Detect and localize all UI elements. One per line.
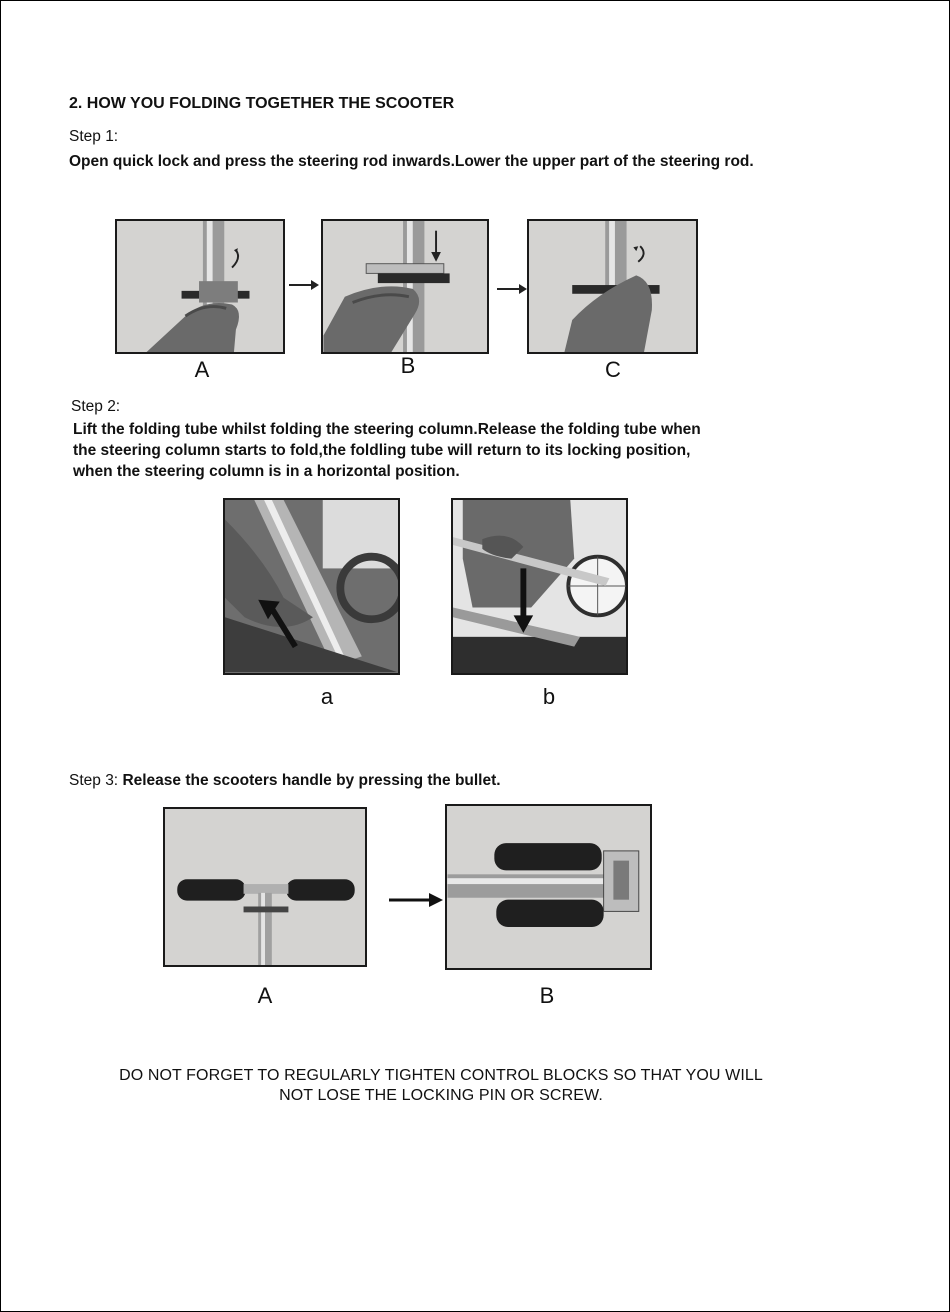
step3-row [69, 772, 501, 790]
step1-caption-b: B [400, 353, 416, 378]
step1-photo-c [527, 219, 698, 354]
step1-instruction: Open quick lock and press the steering rod inwards.Lower the upper part of the steering rod. [69, 153, 754, 170]
folding-steering-column-illustration [453, 500, 626, 673]
step2-photo-b [451, 498, 628, 675]
step3-caption-b: B [539, 983, 555, 1008]
step3-photo-b [445, 804, 652, 970]
step2-label: Step 2: [71, 398, 121, 415]
step1-photo-b [321, 219, 489, 354]
maintenance-warning [61, 1066, 821, 1106]
right-arrow-icon [389, 893, 443, 907]
lifting-folding-tube-illustration [225, 500, 398, 673]
step2-instruction-line3: when the steering column is in a horizontal position. [73, 463, 460, 480]
step2-instruction-line2: the steering column starts to fold,the foldling tube will return to its locking position, [73, 442, 691, 459]
warning-line-2: NOT LOSE THE LOCKING PIN OR SCREW. [279, 1087, 603, 1104]
step2-photo-a [223, 498, 400, 675]
step2-caption-a: a [320, 684, 334, 709]
right-arrow-icon [289, 279, 319, 291]
handlebar-folded-illustration [447, 806, 650, 968]
step2-instruction-line1: Lift the folding tube whilst folding the steering column.Release the folding tube when [73, 421, 701, 438]
step3-photo-a [163, 807, 367, 967]
hand-opening-quick-lock-illustration [117, 221, 283, 352]
step3-instruction: Release the scooters handle by pressing the bullet. [122, 772, 501, 789]
hand-pressing-steering-rod-illustration [323, 221, 487, 352]
right-arrow-icon [497, 283, 527, 295]
step1-caption-c: C [605, 357, 621, 382]
handlebar-unfolded-illustration [165, 809, 365, 965]
hand-lowering-rod-illustration [529, 221, 696, 352]
warning-line-1: DO NOT FORGET TO REGULARLY TIGHTEN CONTROL BLOCKS SO THAT YOU WILL [119, 1067, 763, 1084]
step3-caption-a: A [257, 983, 273, 1008]
step1-photo-a [115, 219, 285, 354]
section-heading: 2. HOW YOU FOLDING TOGETHER THE SCOOTER [69, 95, 455, 112]
step2-caption-b: b [542, 684, 556, 709]
step1-caption-a: A [194, 357, 210, 382]
step3-label: Step 3: [69, 772, 119, 789]
step1-label: Step 1: [69, 128, 119, 145]
